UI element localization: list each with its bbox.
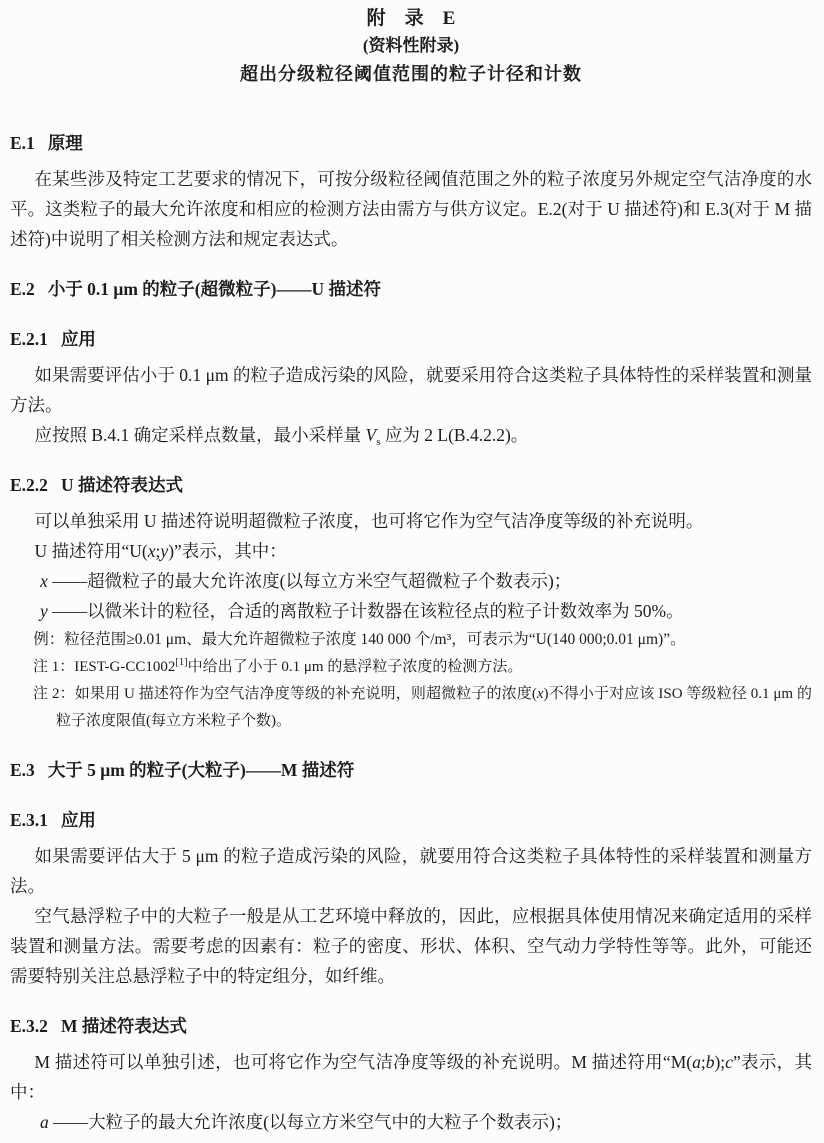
note-text: )不得小于对应该 ISO 等级粒径 0.1 μm 的粒子浓度限值(每立方米粒子个数)。 [56, 686, 812, 729]
section-title: 大于 5 μm 的粒子(大粒子)——M 描述符 [47, 760, 355, 780]
reference-name: IEST-G-CC1002 [74, 659, 176, 675]
text-run: U 描述符用“U( [34, 541, 148, 561]
dash: —— [52, 601, 88, 621]
text-run: ; [155, 541, 161, 561]
section-e2-heading [10, 274, 812, 304]
section-number: E.3.2 [10, 1016, 48, 1036]
definition-text: 大粒子的最大允许浓度(以每立方米空气中的大粒子个数表示)； [88, 1112, 573, 1132]
section-number: E.2.2 [10, 475, 48, 495]
section-e21-heading [10, 324, 812, 354]
section-e32-heading [10, 1011, 812, 1041]
section-title: M 描述符表达式 [60, 1016, 187, 1036]
e1-principle-paragraph: 在某些涉及特定工艺要求的情况下，可按分级粒径阈值范围之外的粒子浓度另外规定空气洁净度的水平。这类粒子的最大允许浓度和相应的检测方法由需方与供方议定。E.2(对于 U 描述符)和 E.3(对于 M 描述符)中说明了相关检测方法和规定表达式。 [10, 169, 812, 249]
definition-item-x [10, 566, 812, 596]
text-run: ; [700, 1052, 706, 1072]
section-number: E.1 [10, 133, 35, 153]
appendix-heading: 超出分级粒径阈值范围的粒子计径和计数 [240, 64, 582, 84]
text-run: 应按照 B.4.1 确定采样点数量，最小采样量 [34, 425, 366, 445]
definition-text: 超微粒子的最大允许浓度(以每立方米空气超微粒子个数表示)； [87, 571, 572, 591]
appendix-subtitle: (资料性附录) [362, 36, 460, 55]
variable-v: V [365, 425, 377, 445]
variable-b: b [705, 1052, 715, 1072]
variable-c: c [725, 1052, 733, 1072]
e22-intro-paragraph: 可以单独采用 U 描述符说明超微粒子浓度，也可将它作为空气洁净度等级的补充说明。 [34, 511, 704, 531]
note-1 [10, 654, 812, 681]
section-e31-heading [10, 805, 812, 835]
variable-x: x [147, 541, 156, 561]
definition-text: 以微米计的粒径，合适的离散粒子计数器在该粒径点的粒子计数效率为 50%。 [87, 601, 684, 621]
variable-y: y [40, 601, 48, 621]
section-e22-heading [10, 470, 812, 500]
appendix-title: 附 录 E [366, 8, 456, 29]
section-title: U 描述符表达式 [60, 475, 183, 495]
note-label: 注 2： [33, 686, 75, 702]
e21-application-paragraph: 如果需要评估小于 0.1 μm 的粒子造成污染的风险，就要采用符合这类粒子具体特性的采样装置和测量方法。 [10, 365, 812, 415]
variable-x: x [40, 571, 48, 591]
dash: —— [52, 571, 88, 591]
example-line: 例：粒径范围≥0.01 μm、最大允许超微粒子浓度 140 000 个/m³，可表示为“U(140 000;0.01 μm)”。 [33, 631, 686, 648]
section-e1-heading [10, 128, 812, 158]
section-title: 应用 [60, 329, 96, 349]
note-2 [10, 681, 812, 735]
reference-superscript: [1] [175, 657, 188, 668]
e22-expression-paragraph [10, 536, 812, 566]
text-run: ); [714, 1052, 726, 1072]
e32-expression-paragraph [10, 1047, 812, 1107]
section-title: 原理 [47, 133, 83, 153]
variable-y: y [160, 541, 169, 561]
section-e3-heading [10, 755, 812, 785]
variable-v-subscript: s [376, 436, 381, 448]
variable-a: a [40, 1112, 49, 1132]
text-run: )”表示，其中： [168, 541, 287, 561]
text-run: 应为 2 L(B.4.2.2)。 [380, 425, 529, 445]
definition-item-a [10, 1107, 812, 1137]
section-number: E.3.1 [10, 810, 48, 830]
note-text: 中给出了小于 0.1 μm 的悬浮粒子浓度的检测方法。 [187, 659, 523, 675]
dash: —— [53, 1112, 89, 1132]
section-title: 应用 [60, 810, 96, 830]
note-text: 如果用 U 描述符作为空气洁净度等级的补充说明，则超微粒子的浓度( [74, 686, 537, 702]
section-title: 小于 0.1 μm 的粒子(超微粒子)——U 描述符 [47, 279, 381, 299]
e21-sampling-paragraph [10, 420, 812, 450]
section-number: E.3 [10, 760, 35, 780]
variable-x: x [536, 686, 544, 702]
note-label: 注 1： [33, 659, 75, 675]
section-number: E.2.1 [10, 329, 48, 349]
variable-a: a [692, 1052, 701, 1072]
section-number: E.2 [10, 279, 35, 299]
text-run: ”表示，其中： [10, 1052, 812, 1102]
e31-factors-paragraph: 空气悬浮粒子中的大粒子一般是从工艺环境中释放的，因此，应根据具体使用情况来确定适用的采样装置和测量方法。需要考虑的因素有：粒子的密度、形状、体积、空气动力学特性等等。此外，可能还需要特别关注总悬浮粒子中的特定组分，如纤维。 [10, 906, 812, 986]
appendix-header [10, 6, 812, 88]
e31-application-paragraph: 如果需要评估大于 5 μm 的粒子造成污染的风险，就要用符合这类粒子具体特性的采样装置和测量方法。 [10, 846, 812, 896]
definition-item-y [10, 596, 812, 626]
text-run: M 描述符可以单独引述，也可将它作为空气洁净度等级的补充说明。M 描述符用“M( [34, 1052, 693, 1072]
